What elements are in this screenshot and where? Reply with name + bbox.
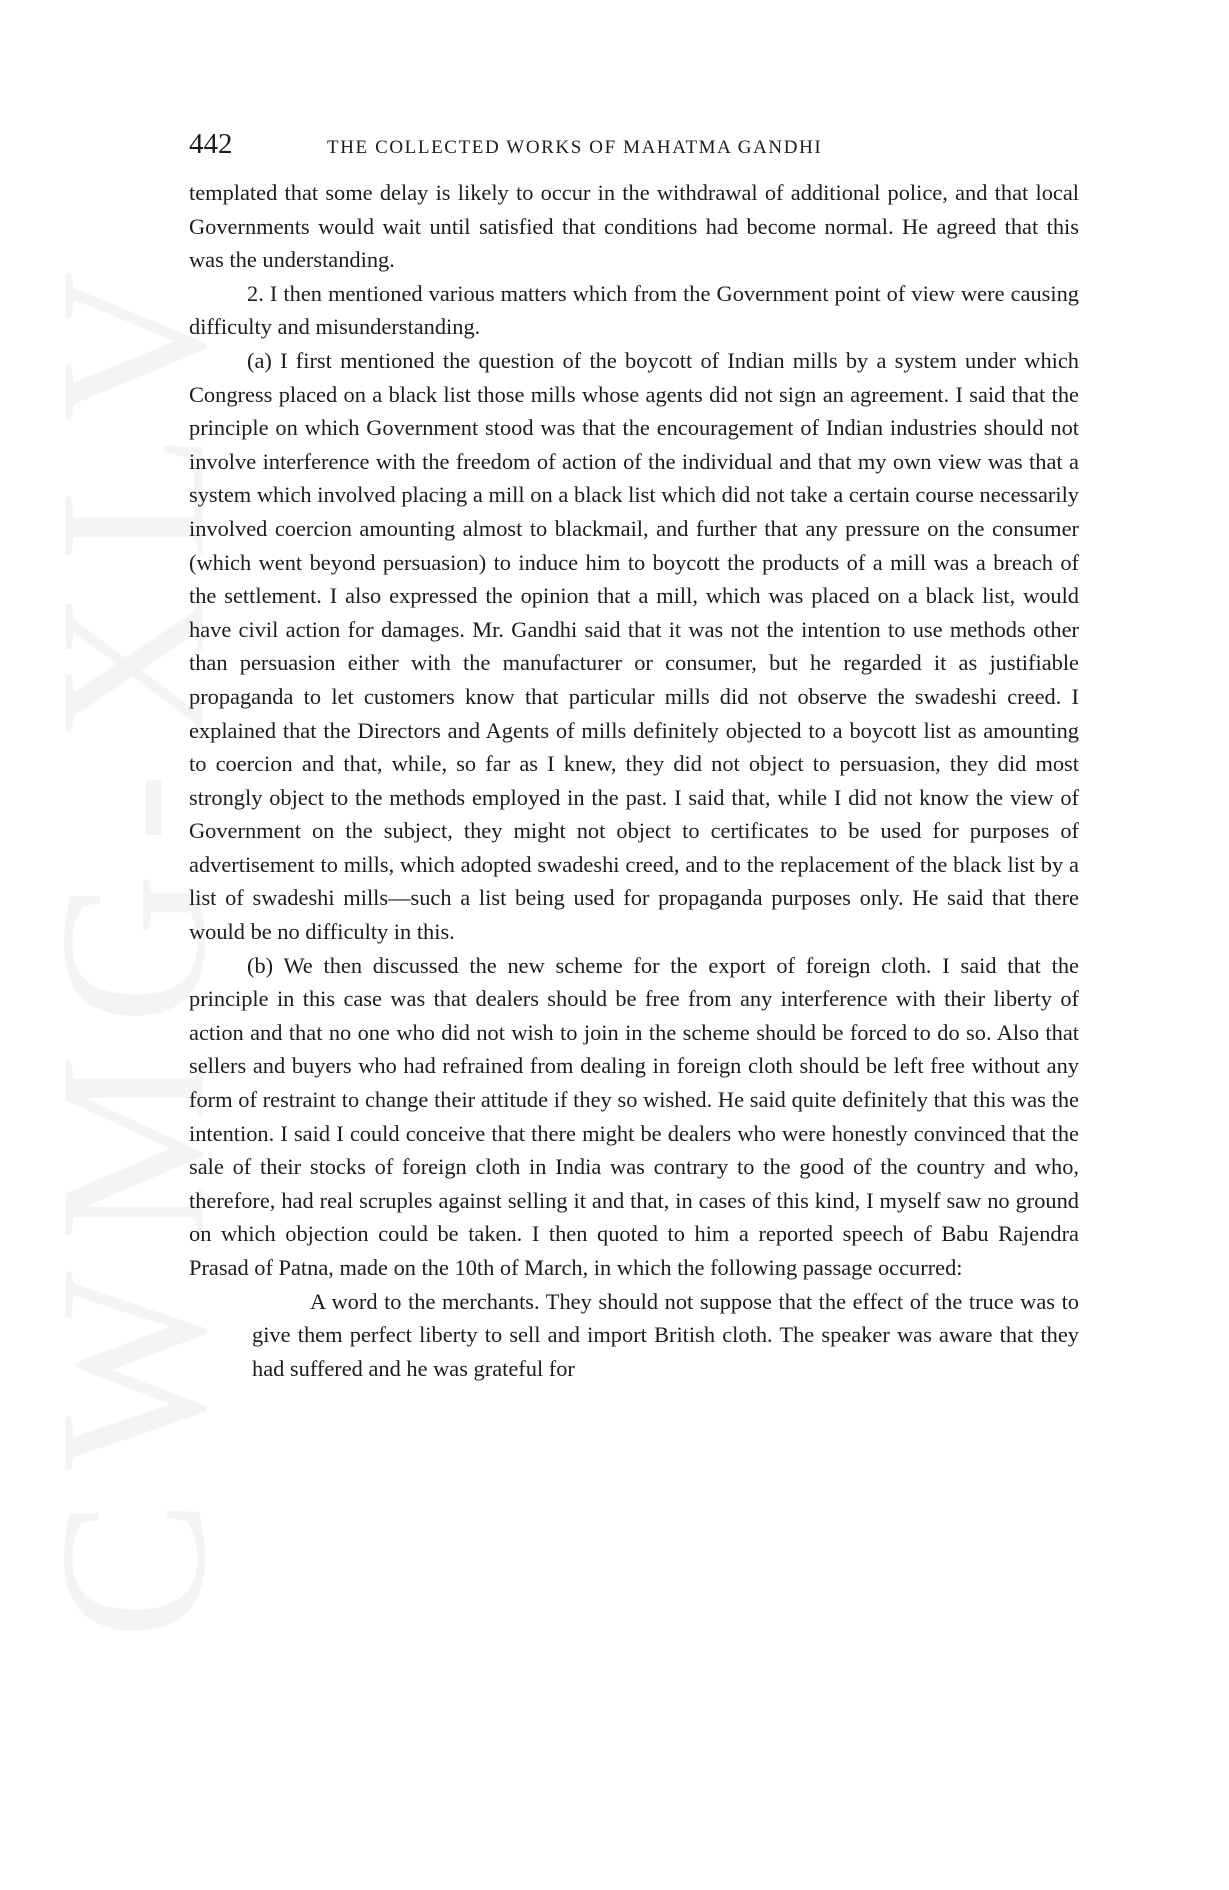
block-quote: A word to the merchants. They should not suppose that the effect of the truce was to give them perfect liberty to sell and import British cloth. The speaker was aware that they had suffered and he was grateful for <box>252 1288 1079 1381</box>
page-number: 442 <box>189 128 233 160</box>
paragraph-point-b: (b) We then discussed the new scheme for the export of foreign cloth. I said that the principle in this case was that dealers should be free from any interference with their liberty of action and that no one who did not wish to join in the scheme should be forced to do so. Also that sellers and buyers who had refrained from dealing in foreign cloth should be left free without any form of restraint to change their attitude if they so wished. He said quite definitely that this was the intention. I said I could conceive that there might be dealers who were honestly convinced that the sale of their stocks of foreign cloth in India was contrary to the good of the country and who, therefore, had real scruples against selling it and that, in cases of this kind, I myself saw no ground on which objection could be taken. I then quoted to him a reported speech of Babu Rajendra Prasad of Patna, made on the 10th of March, in which the following passage occurred: <box>189 952 1079 1280</box>
book-page <box>189 128 1079 1385</box>
paragraph-point-a: (a) I first mentioned the question of the boycott of Indian mills by a system under which Congress placed on a black list those mills whose agents did not sign an agreement. I said that the principle on which Government stood was that the encouragement of Indian industries should not involve interference with the freedom of action of the individual and that my own view was that a system which involved placing a mill on a black list which did not take a certain course necessarily involved coercion amounting almost to blackmail, and further that any pressure on the consumer (which went beyond persuasion) to induce him to boycott the products of a mill was a breach of the settlement. I also expressed the opinion that a mill, which was placed on a black list, would have civil action for damages. Mr. Gandhi said that it was not the intention to use methods other than persuasion either with the manufacturer or consumer, but he regarded it as justifiable propaganda to let customers know that particular mills did not observe the swadeshi creed. I explained that the Directors and Agents of mills definitely objected to a boycott list as amounting to coercion and that, while, so far as I knew, they did not object to persuasion, they did most strongly object to the methods employed in the past. I said that, while I did not know the view of Government on the subject, they might not object to certificates to be used for purposes of advertisement to mills, which adopted swadeshi creed, and to the replacement of the black list by a list of swadeshi mills—such a list being used for propaganda purposes only. He said that there would be no difficulty in this. <box>189 347 1079 945</box>
paragraph-point-2: 2. I then mentioned various matters which from the Government point of view were causing difficulty and misunderstanding. <box>189 280 1079 340</box>
body-text <box>189 176 1079 1385</box>
watermark-text: CWMG-XLV <box>17 240 250 1640</box>
running-head-title: THE COLLECTED WORKS OF MAHATMA GANDHI <box>327 137 823 158</box>
paragraph-continuation: templated that some delay is likely to occur in the withdrawal of additional police, and that local Governments would wait until satisfied that conditions had become normal. He agreed that this was the understanding. <box>189 180 1079 273</box>
running-head <box>189 128 1079 168</box>
